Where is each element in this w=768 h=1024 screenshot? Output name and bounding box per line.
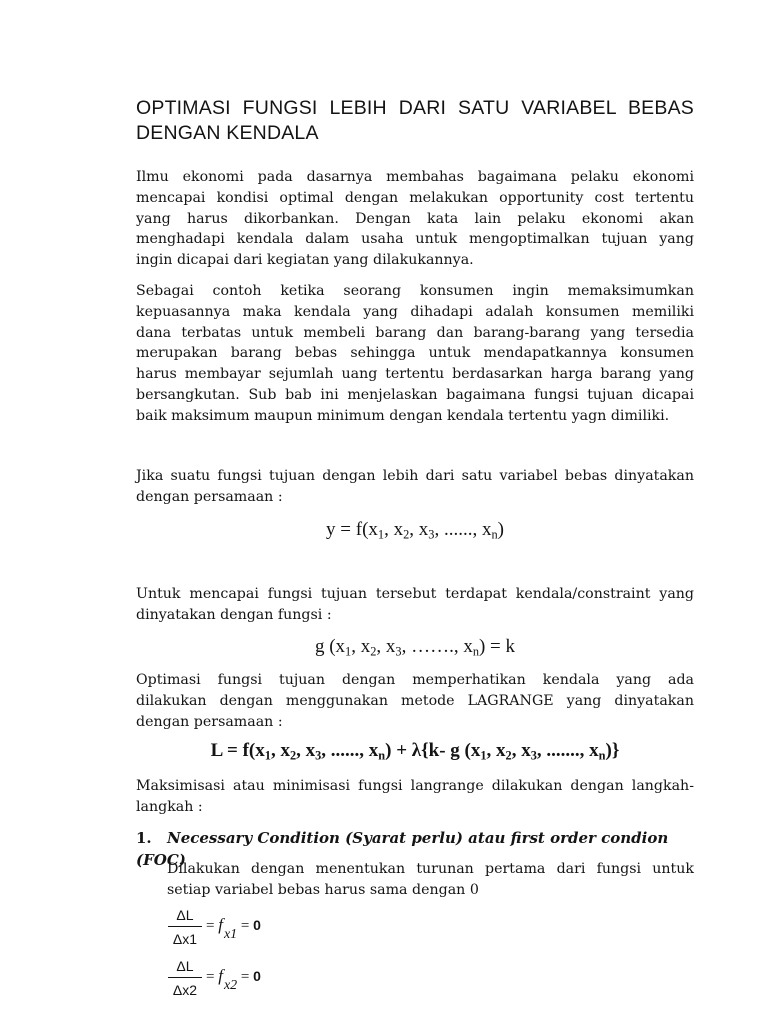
text-line: mencapai kondisi optimal dengan melakukan opportunity cost tertentu — [136, 189, 694, 206]
fraction-denominator: Δx1 — [172, 931, 198, 947]
step-number: 1. — [136, 829, 152, 847]
text-line: dengan persamaan : — [136, 713, 283, 730]
paragraph-constraint — [136, 584, 694, 626]
fraction-denominator: Δx2 — [172, 982, 198, 998]
text-line: harus membayar sejumlah uang tertentu berdasarkan harga barang yang — [136, 366, 694, 383]
paragraph-steps-intro — [136, 776, 694, 818]
title-line-1: OPTIMASI FUNGSI LEBIH DARI SATU VARIABEL BEBAS — [136, 97, 694, 119]
fraction-bar — [168, 977, 202, 978]
equation-objective-function: $y = f(x_1$, $x_2$, $x_3$, ......, $x_n$) — [326, 519, 504, 542]
paragraph-objective — [136, 466, 694, 508]
text-line: yang harus dikorbankan. Dengan kata lain pelaku ekonomi akan — [136, 210, 694, 227]
fraction-numerator: ΔL — [176, 958, 194, 974]
text-line: menghadapi kendala dalam usaha untuk mengoptimalkan tujuan yang — [136, 231, 694, 248]
paragraph-example — [136, 281, 694, 427]
text-line: Untuk mencapai fungsi tujuan tersebut terdapat kendala/constraint yang — [136, 586, 694, 602]
equation-lagrange: $L = f(x_1$, $x_2$, $x_3$, ......, $x_n) + \lambda\{k-$ g ($x_1$, $x_2$, $x_3$, ......., $x_n$)} — [210, 740, 620, 763]
fraction-bar — [168, 926, 202, 927]
derivative-fraction — [168, 957, 202, 999]
text-line: baik maksimum maupun minimum dengan kendala tertentu yagn dimiliki. — [136, 407, 670, 424]
text-line: merupakan barang bebas sehingga untuk mendapatkannya konsumen — [136, 345, 694, 362]
fraction-numerator: ΔL — [176, 907, 194, 923]
equation-constraint-function: g ($x_1$, $x_2$, $x_3$, ……., $x_n) = k$ — [314, 636, 516, 659]
text-line: Jika suatu fungsi tujuan dengan lebih dari satu variabel bebas dinyatakan — [136, 468, 694, 484]
text-line: dengan persamaan : — [136, 488, 283, 505]
derivative-rhs: = fx1 = 0 — [206, 915, 261, 942]
text-line: Ilmu ekonomi pada dasarnya membahas bagaimana pelaku ekonomi — [136, 169, 694, 185]
text-line: langkah : — [136, 798, 203, 815]
derivative-rhs: = fx2 = 0 — [206, 966, 261, 993]
title-line-2: DENGAN KENDALA — [136, 122, 319, 144]
paragraph-lagrange — [136, 670, 694, 732]
text-line: setiap variabel bebas harus sama dengan 0 — [167, 881, 479, 898]
text-line: ingin dicapai dari kegiatan yang dilakukannya. — [136, 252, 474, 269]
paragraph-intro — [136, 167, 694, 271]
text-line: Maksimisasi atau minimisasi fungsi langrange dilakukan dengan langkah- — [136, 778, 694, 794]
derivative-fraction — [168, 906, 202, 948]
derivative-equation-x1 — [168, 906, 368, 954]
text-line: Sebagai contoh ketika seorang konsumen ingin memaksimumkan — [136, 283, 694, 299]
step-1-description — [167, 859, 694, 901]
text-line: dilakukan dengan menggunakan metode LAGRANGE yang dinyatakan — [136, 692, 694, 709]
text-line: Optimasi fungsi tujuan dengan memperhatikan kendala yang ada — [136, 672, 694, 688]
text-line: dana terbatas untuk membeli barang dan barang-barang yang tersedia — [136, 324, 694, 341]
text-line: kepuasannya maka kendala yang dihadapi adalah konsumen memiliki — [136, 303, 694, 320]
derivative-equation-x2 — [168, 957, 368, 1005]
text-line: bersangkutan. Sub bab ini menjelaskan bagaimana fungsi tujuan dicapai — [136, 386, 694, 403]
text-line: dinyatakan dengan fungsi : — [136, 606, 332, 623]
text-line: Dilakukan dengan menentukan turunan pertama dari fungsi untuk — [167, 861, 694, 877]
step-title: Necessary Condition (Syarat perlu) atau first order condion (FOC) — [136, 829, 669, 869]
document-title — [136, 96, 694, 146]
